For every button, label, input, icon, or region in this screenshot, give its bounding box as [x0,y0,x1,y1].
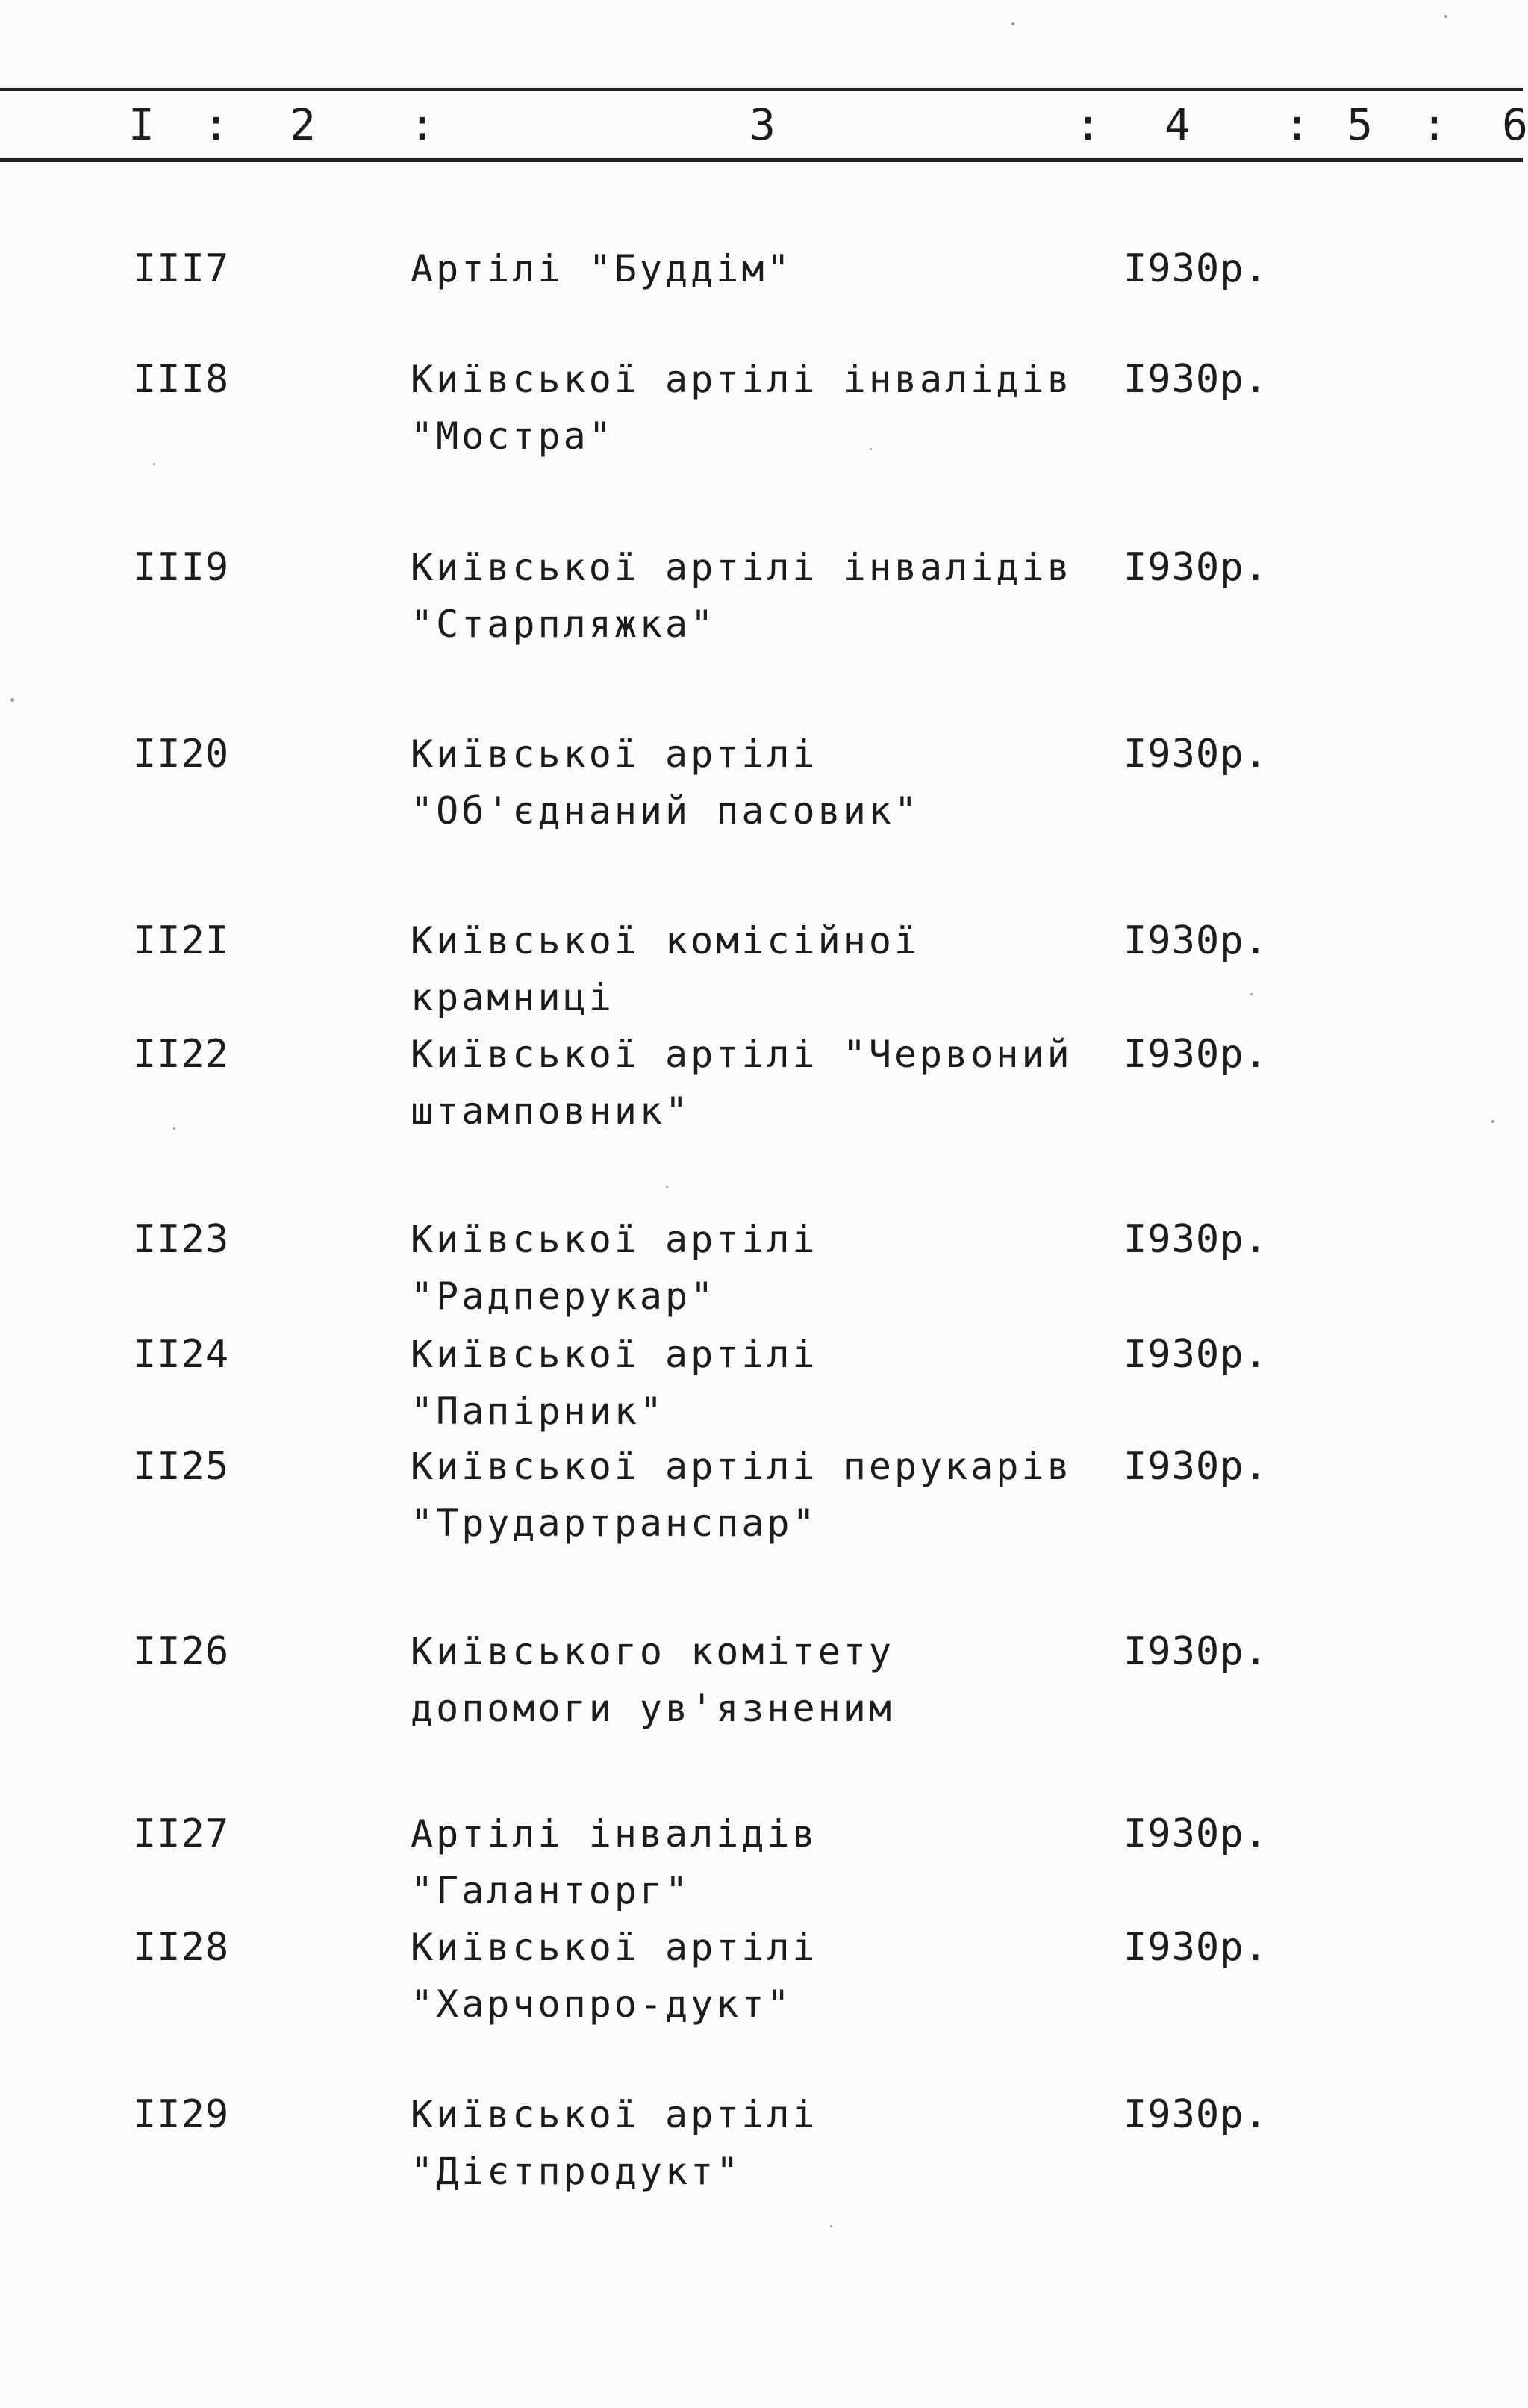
entry-year: I930р. [1123,1444,1268,1489]
scan-speck [10,698,14,702]
entry-title: Київської артілі "Дієтпродукт" [411,2093,843,2193]
column-separator: : [1421,99,1447,150]
entry-title: Артілі інвалідів "Галанторг" [411,1812,843,1912]
scan-speck [153,463,155,465]
entry-title: Київської артілі "Червоний штамповник" [411,1033,1098,1133]
entry-number: II27 [133,1811,230,1856]
column-header-row [0,91,1528,158]
scan-speck [1491,1120,1494,1123]
column-header-2: 2 [290,99,316,150]
entry-number: II26 [133,1629,230,1674]
entry-title: Київської комісійної крамниці [411,919,946,1019]
entry-year: I930р. [1123,1811,1268,1856]
entry-year: I930р. [1123,1925,1268,1970]
entry-number: II28 [133,1925,230,1970]
entry-number: III9 [133,545,230,590]
entry-year: I930р. [1123,1217,1268,1262]
entry-year: I930р. [1123,918,1268,963]
column-header-5: 5 [1347,99,1373,150]
column-header-4: 4 [1164,99,1191,150]
entry-title: Київської артілі "Об'єднаний пасовик" [411,732,920,833]
scan-speck [870,448,872,450]
entry-title: Київського комітету допомоги ув'язненим [411,1630,920,1730]
entry-year: I930р. [1123,357,1268,402]
entry-number: II2I [133,918,230,963]
scan-speck [173,1127,175,1130]
entry-year: I930р. [1123,2092,1268,2137]
entry-number: III7 [133,246,230,291]
scan-speck [1250,993,1253,995]
scan-speck [1444,15,1447,18]
column-header-1: I [128,99,155,150]
entry-year: I930р. [1123,732,1268,777]
entry-year: I930р. [1123,545,1268,590]
entry-title: Київської артілі "Харчопро-дукт" [411,1926,843,2026]
entry-number: II22 [133,1032,230,1077]
entry-number: II25 [133,1444,230,1489]
scan-speck [666,1186,668,1188]
scan-speck [1011,22,1014,25]
entry-number: II29 [133,2092,230,2137]
entry-year: I930р. [1123,1332,1268,1377]
column-header-3: 3 [749,99,776,150]
entry-title: Київської артілі "Папірник" [411,1333,843,1433]
entry-year: I930р. [1123,1032,1268,1077]
entry-number: II23 [133,1217,230,1262]
entry-year: I930р. [1123,1629,1268,1674]
column-separator: : [203,99,229,150]
entry-title: Київської артілі "Радперукар" [411,1218,843,1318]
entry-number: II24 [133,1332,230,1377]
entry-number: III8 [133,357,230,402]
column-separator: : [409,99,435,150]
header-bottom-rule [0,158,1523,162]
column-separator: : [1075,99,1101,150]
entry-number: II20 [133,732,230,777]
column-separator: : [1284,99,1310,150]
scan-speck [830,2225,832,2227]
entry-title: Київської артілі перукарів "Трудартранспар" [411,1445,1098,1545]
entry-title: Київської артілі інвалідів "Мостра" [411,358,1098,458]
entry-title: Київської артілі інвалідів "Старпляжка" [411,546,1098,646]
entry-title: Артілі "Буддім" [411,247,793,290]
entry-year: I930р. [1123,246,1268,291]
column-header-6: 6 [1502,99,1528,150]
